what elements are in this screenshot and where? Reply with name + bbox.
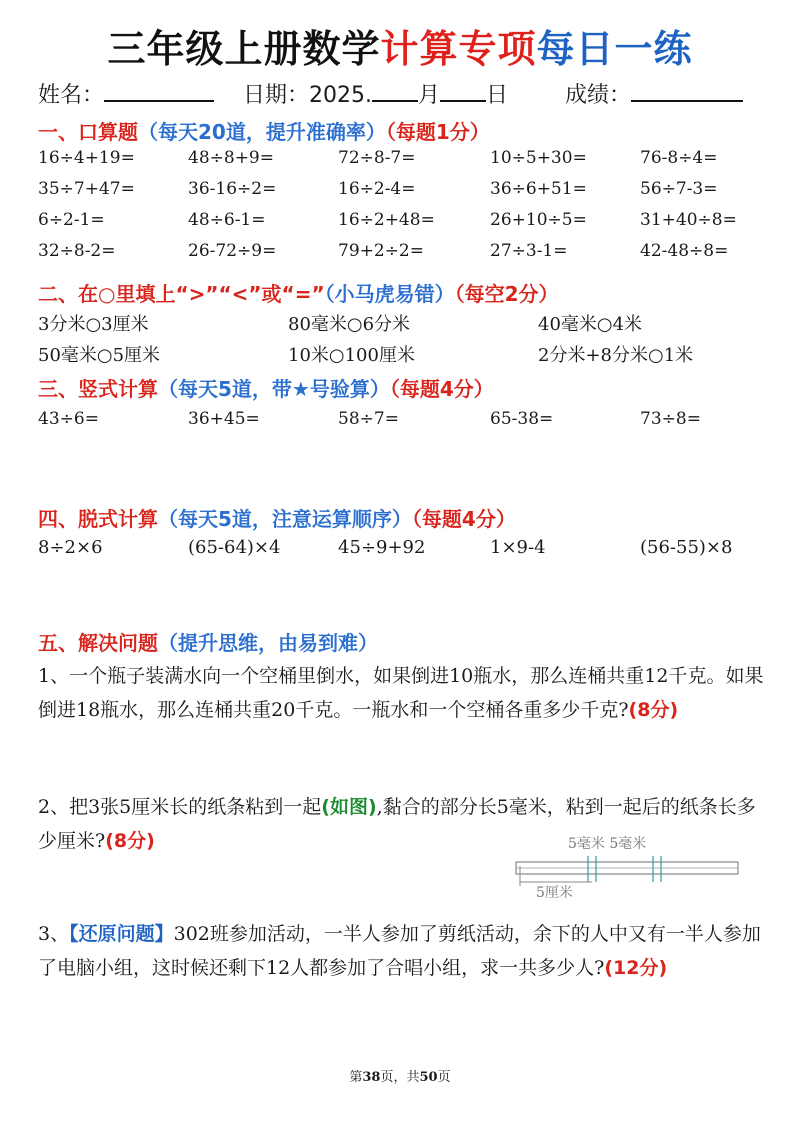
footer-mid: 页，共 — [380, 1070, 420, 1085]
q2-text-b: ,黏合的部分长5毫米，粘到一起后的纸条长多少厘米? — [38, 796, 756, 852]
section3-note: （每天5道，带★号验算） — [158, 377, 390, 401]
q3-score: (12分) — [604, 957, 668, 979]
oral-calc-item: 16÷4+19= — [38, 148, 135, 168]
q2-text-a: 2、把3张5厘米长的纸条粘到一起 — [38, 796, 322, 818]
q1-text: 1、一个瓶子装满水向一个空桶里倒水，如果倒进10瓶水，那么连桶共重12千克。如果倒进18瓶水，那么连桶共重20千克。一瓶水和一个空桶各重多少千克? — [38, 665, 764, 721]
section5-heading — [38, 627, 378, 656]
oral-calc-row — [38, 179, 778, 203]
day-label: 日 — [486, 83, 509, 108]
footer-post: 页 — [437, 1070, 451, 1085]
vertical-calc-item: 43÷6= — [38, 409, 99, 429]
oral-calc-item: 26-72÷9= — [188, 241, 277, 261]
vertical-calc-item: 58÷7= — [338, 409, 399, 429]
section1-num: 一、口算题 — [38, 120, 138, 144]
section3-heading — [38, 373, 494, 402]
section2-num: 二、在○里填上“>”“<”或“=” — [38, 282, 325, 306]
month-blank[interactable] — [372, 80, 418, 102]
compare-row — [38, 310, 778, 334]
day-blank[interactable] — [440, 80, 486, 102]
section5-note: （提升思维，由易到难） — [158, 631, 378, 655]
paper-strip-figure — [512, 826, 744, 900]
info-line — [38, 78, 778, 109]
step-calc-item: 1×9-4 — [490, 537, 546, 558]
section2-heading — [38, 278, 559, 307]
oral-calc-item: 79+2÷2= — [338, 241, 424, 261]
compare-item: 40毫米○4米 — [538, 314, 643, 335]
title-part1: 三年级上册数学 — [107, 27, 381, 71]
section3-row — [38, 409, 778, 433]
page-footer — [0, 1066, 800, 1085]
oral-calc-row — [38, 148, 778, 172]
page-title — [0, 18, 800, 73]
name-blank[interactable] — [104, 80, 214, 102]
oral-calc-item: 56÷7-3= — [640, 179, 718, 199]
score-label: 成绩： — [565, 83, 632, 108]
section5-num: 五、解决问题 — [38, 631, 158, 655]
oral-calc-item: 76-8÷4= — [640, 148, 718, 168]
oral-calc-item: 27÷3-1= — [490, 241, 568, 261]
oral-calc-item: 32÷8-2= — [38, 241, 116, 261]
oral-calc-item: 16÷2-4= — [338, 179, 416, 199]
oral-calc-item: 26+10÷5= — [490, 210, 587, 230]
compare-item: 50毫米○5厘米 — [38, 345, 161, 366]
question-3 — [38, 917, 768, 985]
section2-score: （每空2分） — [454, 282, 559, 306]
oral-calc-item: 36÷6+51= — [490, 179, 587, 199]
vertical-calc-item: 73÷8= — [640, 409, 701, 429]
section4-heading — [38, 503, 516, 532]
section4-note: （每天5道，注意运算顺序） — [158, 507, 412, 531]
question-1 — [38, 659, 768, 727]
oral-calc-row — [38, 241, 778, 265]
section1-score: （每题1分） — [385, 120, 490, 144]
q2-score: (8分) — [105, 830, 155, 852]
compare-item: 80毫米○6分米 — [288, 314, 411, 335]
oral-calc-item: 6÷2-1= — [38, 210, 105, 230]
footer-pre: 第 — [349, 1070, 363, 1085]
compare-item: 3分米○3厘米 — [38, 314, 149, 335]
vertical-calc-item: 36+45= — [188, 409, 260, 429]
oral-calc-item: 31+40÷8= — [640, 210, 737, 230]
oral-calc-item: 35÷7+47= — [38, 179, 135, 199]
section3-num: 三、竖式计算 — [38, 377, 158, 401]
section1-note: （每天20道，提升准确率） — [138, 120, 386, 144]
vertical-calc-item: 65-38= — [490, 409, 554, 429]
compare-item: 2分米+8分米○1米 — [538, 345, 694, 366]
month-label: 月 — [418, 83, 441, 108]
section3-score: （每题4分） — [389, 377, 494, 401]
q2-hint: (如图) — [321, 796, 377, 818]
oral-calc-item: 48÷8+9= — [188, 148, 274, 168]
section1-heading — [38, 116, 490, 145]
step-calc-item: (65-64)×4 — [188, 537, 281, 558]
q3-tag: 【还原问题】 — [69, 923, 174, 945]
footer-page: 38 — [362, 1070, 381, 1085]
compare-row — [38, 341, 778, 365]
footer-total: 50 — [419, 1070, 438, 1085]
name-label: 姓名： — [38, 83, 105, 108]
figure-label-bottom: 5厘米 — [536, 885, 573, 900]
figure-label-top: 5毫米 5毫米 — [568, 836, 647, 852]
oral-calc-item: 16÷2+48= — [338, 210, 435, 230]
q1-score: (8分) — [628, 699, 679, 721]
section4-row — [38, 537, 778, 561]
step-calc-item: 45÷9+92 — [338, 537, 426, 558]
score-blank[interactable] — [631, 80, 743, 102]
oral-calc-item: 10÷5+30= — [490, 148, 587, 168]
compare-item: 10米○100厘米 — [288, 345, 415, 366]
section4-num: 四、脱式计算 — [38, 507, 158, 531]
oral-calc-item: 72÷8-7= — [338, 148, 416, 168]
step-calc-item: 8÷2×6 — [38, 537, 103, 558]
oral-calc-item: 48÷6-1= — [188, 210, 266, 230]
title-part3: 每日一练 — [536, 27, 693, 71]
oral-calc-item: 42-48÷8= — [640, 241, 729, 261]
oral-calc-row — [38, 210, 778, 234]
date-label: 日期：2025. — [243, 83, 372, 108]
oral-calc-item: 36-16÷2= — [188, 179, 277, 199]
q3-num: 3、 — [38, 923, 70, 945]
q3-text: 302班参加活动，一半人参加了剪纸活动，余下的人中又有一半人参加了电脑小组，这时候还剩下12人都参加了合唱小组，求一共多少人? — [38, 923, 761, 979]
section2-note: （小马虎易错） — [324, 282, 455, 306]
section4-score: （每题4分） — [411, 507, 516, 531]
step-calc-item: (56-55)×8 — [640, 537, 733, 558]
title-part2: 计算专项 — [380, 27, 537, 71]
